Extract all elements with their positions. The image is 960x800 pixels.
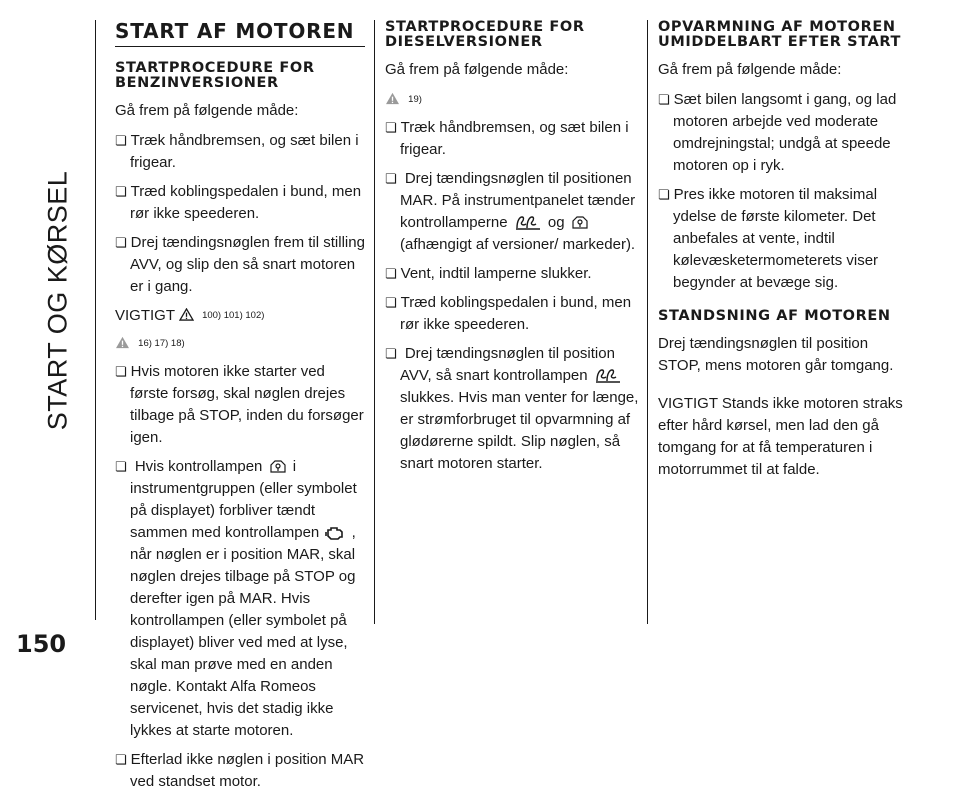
list-item: ❏ Træd koblingspedalen i bund, men rør ikke speederen. <box>385 292 640 336</box>
subheading-warmup: OPVARMNING AF MOTOREN UMIDDELBART EFTER START <box>658 19 901 50</box>
list-item-text: i instrumentgruppen (eller symbolet på displayet) forbliver tændt sammen med kontrollampen <box>130 458 357 542</box>
warning-text: VIGTIGT Stands ikke motoren straks efter hård kørsel, men lad den gå tomgang for at få temperaturen i motorrummet til at falde. <box>658 395 903 478</box>
list-item <box>385 168 640 256</box>
list-item: ❏ Træk håndbremsen, og sæt bilen i frigear. <box>115 130 365 174</box>
subheading-stopping: STANDSNING AF MOTOREN <box>658 308 891 324</box>
caution-references: 19) <box>408 94 422 106</box>
list-item-text: slukkes. Hvis man venter for længe, er strømforbruget til opvarmning af glødørerne spildt. Slip nøglen, så snart motoren starter. <box>400 389 639 473</box>
column-divider <box>647 20 648 624</box>
caution-references: 16) 17) 18) <box>138 338 185 350</box>
list-item: ❏ Efterlad ikke nøglen i position MAR ved standset motor. <box>115 749 365 793</box>
column-left <box>115 20 365 800</box>
intro-text: Gå frem på følgende måde: <box>658 61 842 78</box>
warning-triangle-icon <box>179 308 194 321</box>
intro-text: Gå frem på følgende måde: <box>385 61 569 78</box>
page-number: 150 <box>16 630 67 658</box>
section-title-text: START OG KØRSEL <box>42 170 73 430</box>
engine-check-icon <box>325 526 345 540</box>
caution-note <box>115 333 365 355</box>
side-rule <box>95 20 96 620</box>
warning-note <box>115 305 365 327</box>
list-item <box>385 343 640 475</box>
glow-plug-icon <box>514 216 542 230</box>
caution-triangle-icon <box>115 336 130 349</box>
warning-references: 100) 101) 102) <box>202 310 265 322</box>
list-item: ❏ Vent, indtil lamperne slukker. <box>385 263 640 285</box>
intro-text: Gå frem på følgende måde: <box>115 102 299 119</box>
immobilizer-key-icon <box>269 458 287 474</box>
subheading-petrol: STARTPROCEDURE FOR BENZINVERSIONER <box>115 60 315 91</box>
main-heading: START AF MOTOREN <box>115 20 365 47</box>
list-item: ❏ Drej tændingsnøglen frem til stilling AVV, og slip den så snart motoren er i gang. <box>115 232 365 298</box>
list-item-text: , når nøglen er i position MAR, skal nøglen drejes tilbage på STOP og derefter igen på MAR. Hvis kontrollampen (eller symbolet på displayet) bliver ved med at lyse, skal man prøve med en anden nøgle. Kontakt Alfa Romeos servicenet, hvis det stadig ikke lykkes at starte motoren. <box>130 524 356 740</box>
list-item: ❏ Hvis motoren ikke starter ved første forsøg, skal nøglen drejes tilbage på STOP, inden du forsøger igen. <box>115 361 365 449</box>
list-item-text: og <box>547 214 565 232</box>
list-item-text: Hvis kontrollampen <box>134 458 263 476</box>
section-side-title <box>30 20 86 580</box>
list-item-text: Drej tændingsnøglen til positionen MAR. På instrumentpanelet tænder kontrollamperne <box>400 170 636 232</box>
list-item: ❏ Træd koblingspedalen i bund, men rør ikke speederen. <box>115 181 365 225</box>
list-item: ❏ Sæt bilen langsomt i gang, og lad motoren arbejde ved moderate omdrejningstal; undgå at speede motoren op i ryk. <box>658 89 913 177</box>
immobilizer-key-icon <box>571 214 589 230</box>
list-item: ❏ Træk håndbremsen, og sæt bilen i frigear. <box>385 117 640 161</box>
column-right <box>658 20 913 489</box>
list-item <box>115 456 365 742</box>
list-item-text: Drej tændingsnøglen til position AVV, så snart kontrollampen <box>400 345 615 385</box>
caution-triangle-icon <box>385 92 400 105</box>
subheading-diesel: STARTPROCEDURE FOR DIESELVERSIONER <box>385 19 585 50</box>
stop-text: Drej tændingsnøglen til position STOP, mens motoren går tomgang. <box>658 335 894 374</box>
column-middle <box>385 20 640 482</box>
list-item-text: (afhængigt af versioner/ markeder). <box>400 236 636 254</box>
glow-plug-icon <box>594 369 622 383</box>
list-item: ❏ Pres ikke motoren til maksimal ydelse de første kilometer. Det anbefales at vente, indtil kølevæsketermometerets viser begynder at bevæge sig. <box>658 184 913 294</box>
warning-label: VIGTIGT <box>115 307 175 324</box>
column-divider <box>374 20 375 624</box>
caution-note <box>385 89 640 111</box>
